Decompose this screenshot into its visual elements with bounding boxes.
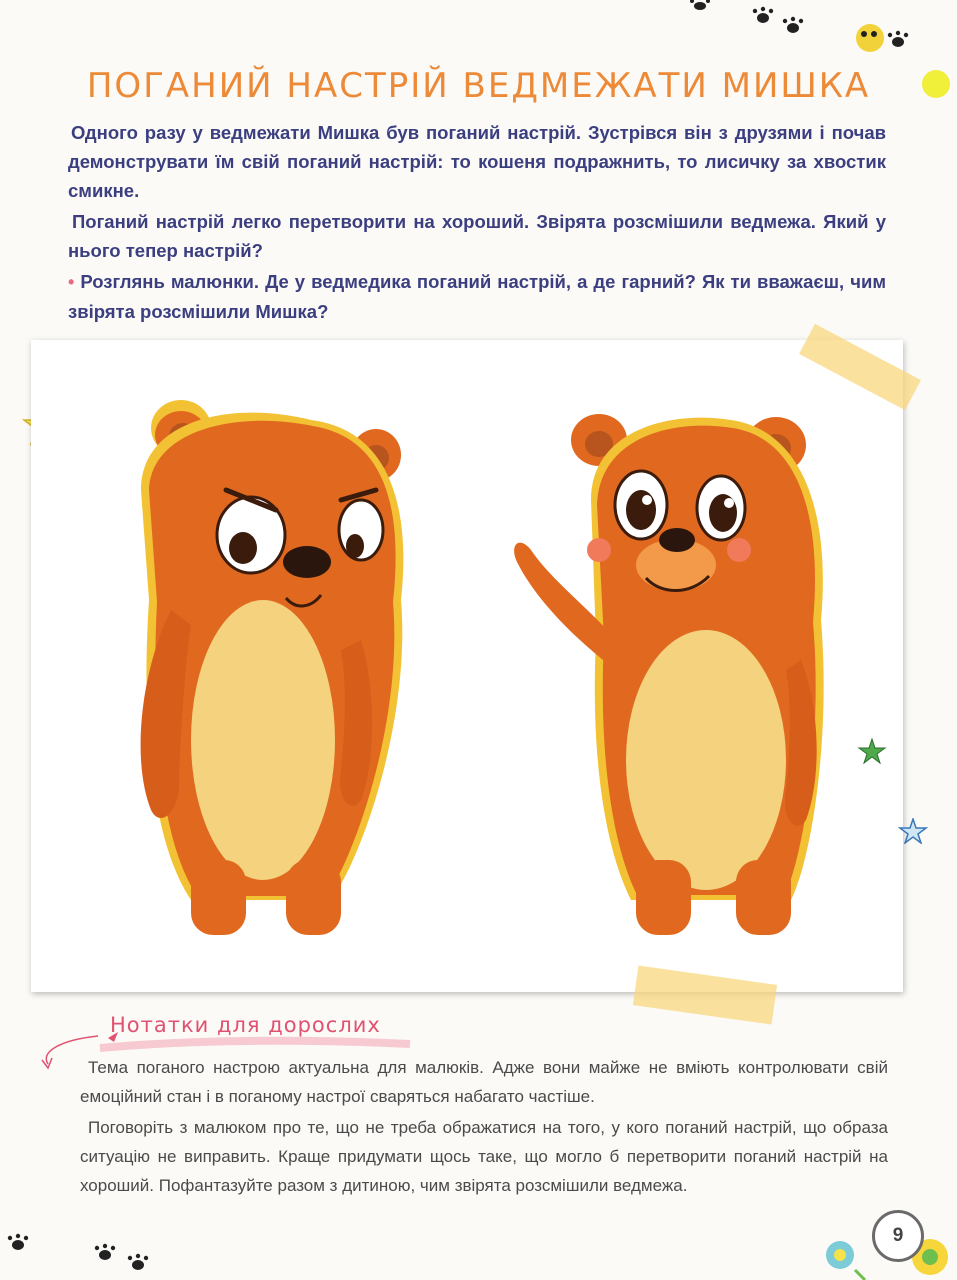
notes-paragraph-1: Тема поганого настрою актуальна для малюків. Адже вони майже не вміють контролювати свій емоційний стан і в поганому настрої сваряться набагато частіше. — [80, 1058, 888, 1106]
notes-paragraph-2: Поговоріть з малюком про те, що не треба ображатися на того, у кого поганий настрій, що образа ситуацію не виправить. Краще придумати щось таке, що могло б перетворити поганий настрій на хороший. Пофантазуйте разом з дитиною, чим звірята розсмішили ведмежа. — [80, 1118, 888, 1195]
story-text — [68, 118, 886, 328]
notes-text — [80, 1053, 888, 1202]
star-blue-icon — [898, 818, 928, 844]
story-paragraph-1: Одного разу у ведмежати Мишка був поганий настрій. Зустрівся він з друзями і почав демонструвати їм свій поганий настрій: то кошеня подражнить, то лисичку за хвостик смикне. — [68, 122, 886, 201]
notes-title: Нотатки для дорослих — [110, 1013, 381, 1037]
grumpy-bear-illustration — [141, 400, 404, 935]
paw-prints-bottom-icon — [0, 1225, 160, 1280]
bullet-icon: • — [68, 272, 75, 292]
star-green-icon — [857, 738, 887, 764]
happy-bear-illustration — [514, 414, 824, 935]
illustration-photo — [31, 340, 903, 992]
question-paragraph — [68, 267, 886, 326]
page-number: 9 — [872, 1210, 924, 1262]
page-title: ПОГАНИЙ НАСТРІЙ ВЕДМЕЖАТИ МИШКА — [86, 66, 871, 106]
question-text: Розглянь малюнки. Де у ведмедика поганий настрій, а де гарний? Як ти вважаєш, чим звірята розсмішили Мишка? — [68, 271, 887, 322]
story-paragraph-2: Поганий настрій легко перетворити на хороший. Звірята розсмішили ведмежа. Який у нього тепер настрій? — [68, 211, 886, 261]
